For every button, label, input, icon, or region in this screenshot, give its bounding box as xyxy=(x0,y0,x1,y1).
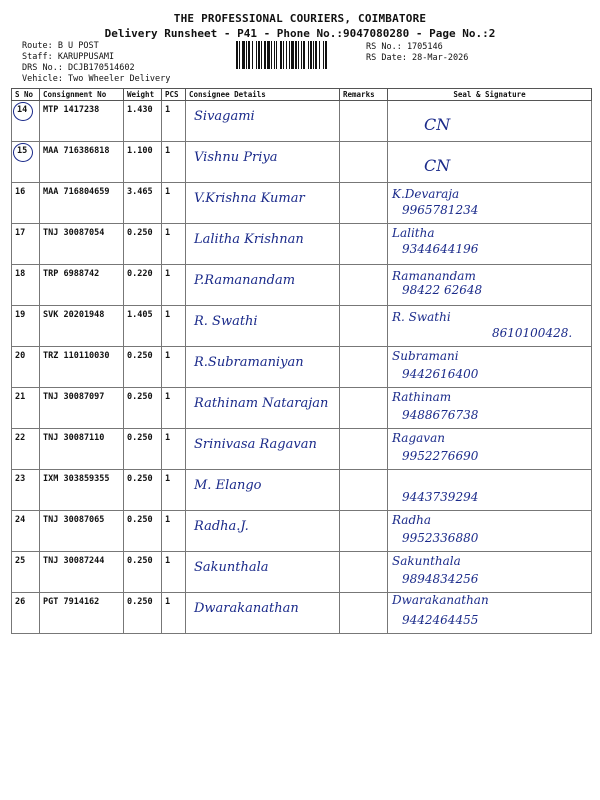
cell-consignee xyxy=(186,306,340,347)
cell-consignment: SVK 20201948 xyxy=(40,306,124,347)
signature-handwriting: Rathinam xyxy=(392,390,452,404)
table-row xyxy=(12,511,592,552)
cell-remarks xyxy=(340,183,388,224)
signature-handwriting: Radha xyxy=(392,513,432,527)
sno-text: 19 xyxy=(15,310,26,320)
barcode-bar xyxy=(298,41,299,69)
cell-sno xyxy=(12,142,40,183)
cell-consignment: TNJ 30087244 xyxy=(40,552,124,593)
cell-remarks xyxy=(340,142,388,183)
cell-pcs: 1 xyxy=(162,347,186,388)
runsheet-title: THE PROFESSIONAL COURIERS, COIMBATORE xyxy=(173,12,427,25)
barcode-bar xyxy=(236,41,238,69)
col-header-remarks: Remarks xyxy=(340,89,388,101)
cell-sno xyxy=(12,265,40,306)
cell-pcs: 1 xyxy=(162,388,186,429)
cell-pcs: 1 xyxy=(162,183,186,224)
sno-text: 22 xyxy=(15,433,26,443)
barcode-bar xyxy=(283,41,284,69)
cell-weight: 0.250 xyxy=(124,511,162,552)
signature-handwriting: Ramanandam xyxy=(392,269,476,283)
signature-handwriting: CN xyxy=(424,115,451,134)
barcode-bar xyxy=(289,41,290,69)
cell-remarks xyxy=(340,101,388,142)
sno-text: 24 xyxy=(15,515,26,525)
cell-sno xyxy=(12,224,40,265)
cell-consignment: TNJ 30087054 xyxy=(40,224,124,265)
cell-pcs: 1 xyxy=(162,101,186,142)
cell-sno xyxy=(12,183,40,224)
cell-consignment: IXM 303859355 xyxy=(40,470,124,511)
phone-handwriting: 9442616400 xyxy=(402,367,479,381)
barcode-image xyxy=(236,41,362,69)
cell-consignee xyxy=(186,511,340,552)
barcode-bar xyxy=(313,41,314,69)
cell-consignment: TNJ 30087097 xyxy=(40,388,124,429)
cell-signature xyxy=(388,224,592,265)
barcode-bar xyxy=(280,41,282,69)
consignee-handwriting: Lalitha Krishnan xyxy=(194,232,304,247)
cell-remarks xyxy=(340,265,388,306)
signature-handwriting: K.Devaraja xyxy=(392,187,460,201)
cell-signature xyxy=(388,511,592,552)
sno-text: 21 xyxy=(15,392,26,402)
phone-handwriting: 8610100428. xyxy=(492,326,573,340)
cell-consignee xyxy=(186,552,340,593)
cell-pcs: 1 xyxy=(162,429,186,470)
barcode-bar xyxy=(295,41,297,69)
cell-weight: 0.250 xyxy=(124,224,162,265)
consignee-handwriting: Dwarakanathan xyxy=(194,601,299,616)
cell-signature xyxy=(388,265,592,306)
table-row xyxy=(12,388,592,429)
cell-consignee xyxy=(186,429,340,470)
route-label: Route: B U POST xyxy=(22,41,99,51)
table-row xyxy=(12,306,592,347)
cell-sno xyxy=(12,429,40,470)
cell-weight: 1.100 xyxy=(124,142,162,183)
cell-consignment: PGT 7914162 xyxy=(40,593,124,634)
cell-signature xyxy=(388,593,592,634)
cell-weight: 3.465 xyxy=(124,183,162,224)
barcode-bar xyxy=(323,41,324,69)
col-header-consignment: Consignment No xyxy=(40,89,124,101)
phone-handwriting: 9442464455 xyxy=(402,613,479,627)
sno-text: 25 xyxy=(15,556,26,566)
cell-pcs: 1 xyxy=(162,593,186,634)
consignee-handwriting: Vishnu Priya xyxy=(194,150,278,165)
phone-handwriting: 9344644196 xyxy=(402,242,479,256)
table-row xyxy=(12,142,592,183)
cell-weight: 1.430 xyxy=(124,101,162,142)
cell-consignment: MTP 1417238 xyxy=(40,101,124,142)
cell-remarks xyxy=(340,511,388,552)
cell-pcs: 1 xyxy=(162,511,186,552)
cell-weight: 0.250 xyxy=(124,470,162,511)
signature-handwriting: Subramani xyxy=(392,349,459,363)
cell-sno xyxy=(12,388,40,429)
cell-pcs: 1 xyxy=(162,265,186,306)
table-row xyxy=(12,265,592,306)
signature-handwriting: R. Swathi xyxy=(392,310,451,324)
table-row xyxy=(12,224,592,265)
cell-sno xyxy=(12,470,40,511)
cell-signature xyxy=(388,552,592,593)
signature-handwriting: Lalitha xyxy=(392,226,435,240)
consignee-handwriting: R. Swathi xyxy=(194,314,258,329)
staff-label: Staff: KARUPPUSAMI xyxy=(22,52,115,62)
barcode-bar xyxy=(258,41,260,69)
barcode-bar xyxy=(286,41,287,69)
consignee-handwriting: P.Ramanandam xyxy=(194,273,296,288)
rs-number: RS No.: 1705146 xyxy=(366,42,443,52)
vehicle-label: Vehicle: Two Wheeler Delivery xyxy=(22,74,171,84)
consignee-handwriting: R.Subramaniyan xyxy=(194,355,304,370)
cell-consignee xyxy=(186,347,340,388)
cell-sno xyxy=(12,101,40,142)
barcode-bar xyxy=(303,41,305,69)
barcode-bar xyxy=(271,41,272,69)
cell-weight: 0.250 xyxy=(124,552,162,593)
cell-consignee xyxy=(186,142,340,183)
cell-weight: 0.250 xyxy=(124,347,162,388)
barcode-bar xyxy=(319,41,320,69)
cell-signature xyxy=(388,429,592,470)
phone-handwriting: 9488676738 xyxy=(402,408,479,422)
table-row xyxy=(12,347,592,388)
table-row xyxy=(12,593,592,634)
cell-consignee xyxy=(186,388,340,429)
cell-pcs: 1 xyxy=(162,306,186,347)
sno-text: 14 xyxy=(17,105,28,115)
barcode-bar xyxy=(264,41,266,69)
cell-consignment: TRP 6988742 xyxy=(40,265,124,306)
sno-text: 20 xyxy=(15,351,26,361)
consignee-handwriting: Radha.J. xyxy=(194,519,249,534)
cell-weight: 1.405 xyxy=(124,306,162,347)
cell-pcs: 1 xyxy=(162,142,186,183)
phone-handwriting: 9965781234 xyxy=(402,203,479,217)
barcode-bar xyxy=(246,41,247,69)
barcode-bar xyxy=(274,41,275,69)
col-header-weight: Weight xyxy=(124,89,162,101)
cell-consignment: MAA 716804659 xyxy=(40,183,124,224)
cell-consignment: TRZ 110110030 xyxy=(40,347,124,388)
cell-consignee xyxy=(186,183,340,224)
cell-weight: 0.250 xyxy=(124,388,162,429)
runsheet-subtitle: Delivery Runsheet - P41 - Phone No.:9047080280 - Page No.:2 xyxy=(104,27,496,40)
barcode-bar xyxy=(301,41,302,69)
sno-text: 16 xyxy=(15,187,26,197)
barcode-bar xyxy=(239,41,240,69)
cell-signature xyxy=(388,470,592,511)
cell-remarks xyxy=(340,552,388,593)
cell-remarks xyxy=(340,388,388,429)
cell-signature xyxy=(388,347,592,388)
cell-weight: 0.250 xyxy=(124,593,162,634)
barcode-bar xyxy=(310,41,312,69)
cell-pcs: 1 xyxy=(162,470,186,511)
table-row xyxy=(12,429,592,470)
col-header-pcs: PCS xyxy=(162,89,186,101)
table-row xyxy=(12,470,592,511)
consignee-handwriting: Sivagami xyxy=(194,109,255,124)
cell-remarks xyxy=(340,306,388,347)
consignee-handwriting: Srinivasa Ragavan xyxy=(194,437,317,452)
phone-handwriting: 9443739294 xyxy=(402,490,479,504)
col-header-signature: Seal & Signature xyxy=(388,89,592,101)
cell-signature xyxy=(388,306,592,347)
cell-consignment: TNJ 30087065 xyxy=(40,511,124,552)
barcode-bar xyxy=(276,41,277,69)
runsheet-table xyxy=(11,88,592,634)
sno-text: 17 xyxy=(15,228,26,238)
table-header-row xyxy=(12,89,592,101)
cell-remarks xyxy=(340,429,388,470)
table-row xyxy=(12,552,592,593)
phone-handwriting: 98422 62648 xyxy=(402,283,483,297)
cell-weight: 0.220 xyxy=(124,265,162,306)
cell-remarks xyxy=(340,593,388,634)
cell-consignee xyxy=(186,593,340,634)
barcode-bar xyxy=(291,41,294,69)
sno-text: 26 xyxy=(15,597,26,607)
cell-consignee xyxy=(186,265,340,306)
phone-handwriting: 9952276690 xyxy=(402,449,479,463)
consignee-handwriting: V.Krishna Kumar xyxy=(194,191,305,206)
cell-consignment: TNJ 30087110 xyxy=(40,429,124,470)
barcode-bar xyxy=(242,41,245,69)
consignee-handwriting: Sakunthala xyxy=(194,560,269,575)
cell-signature xyxy=(388,101,592,142)
cell-signature xyxy=(388,183,592,224)
consignee-handwriting: M. Elango xyxy=(194,478,262,493)
sno-text: 15 xyxy=(17,146,28,156)
cell-consignee xyxy=(186,101,340,142)
col-header-consignee: Consignee Details xyxy=(186,89,340,101)
rs-date: RS Date: 28-Mar-2026 xyxy=(366,53,469,63)
col-header-sno: S No xyxy=(12,89,40,101)
cell-signature xyxy=(388,388,592,429)
sno-text: 18 xyxy=(15,269,26,279)
cell-sno xyxy=(12,511,40,552)
barcode-bar xyxy=(308,41,309,69)
cell-remarks xyxy=(340,470,388,511)
cell-consignee xyxy=(186,470,340,511)
table-row xyxy=(12,101,592,142)
cell-consignee xyxy=(186,224,340,265)
consignee-handwriting: Rathinam Natarajan xyxy=(194,396,329,411)
cell-signature xyxy=(388,142,592,183)
sno-text: 23 xyxy=(15,474,26,484)
cell-consignment: MAA 716386818 xyxy=(40,142,124,183)
barcode-bar xyxy=(315,41,317,69)
barcode-bar xyxy=(256,41,257,69)
signature-handwriting: CN xyxy=(424,156,451,175)
phone-handwriting: 9894834256 xyxy=(402,572,479,586)
phone-handwriting: 9952336880 xyxy=(402,531,479,545)
barcode-bar xyxy=(248,41,250,69)
cell-remarks xyxy=(340,347,388,388)
barcode-bar xyxy=(325,41,327,69)
barcode-bar xyxy=(261,41,262,69)
table-row xyxy=(12,183,592,224)
cell-pcs: 1 xyxy=(162,552,186,593)
barcode-bar xyxy=(267,41,270,69)
signature-handwriting: Ragavan xyxy=(392,431,445,445)
cell-weight: 0.250 xyxy=(124,429,162,470)
cell-sno xyxy=(12,306,40,347)
drs-number: DRS No.: DCJB170514602 xyxy=(22,63,135,73)
cell-sno xyxy=(12,552,40,593)
cell-sno xyxy=(12,347,40,388)
barcode-bar xyxy=(252,41,253,69)
signature-handwriting: Dwarakanathan xyxy=(392,593,489,607)
cell-pcs: 1 xyxy=(162,224,186,265)
cell-remarks xyxy=(340,224,388,265)
cell-sno xyxy=(12,593,40,634)
signature-handwriting: Sakunthala xyxy=(392,554,461,568)
